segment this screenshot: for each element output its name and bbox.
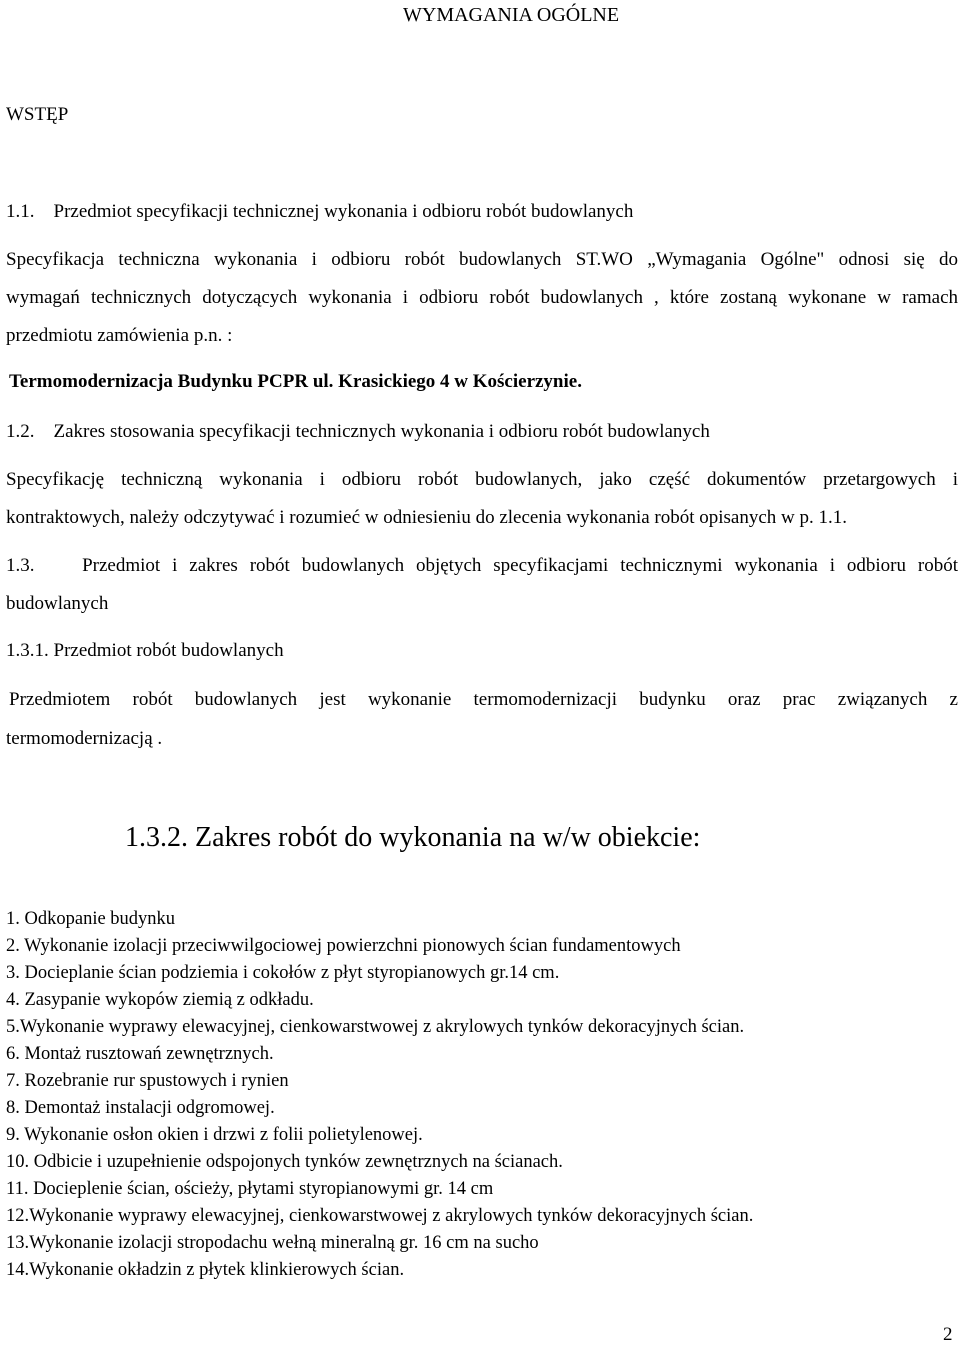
list-item: 11. Docieplenie ścian, ościeży, płytami styropianowymi gr. 14 cm bbox=[6, 1179, 494, 1199]
section-1-3-1-paragraph-line-1: Przedmiotem robót budowlanych jest wykonanie termomodernizacji budynku oraz prac związanych z bbox=[9, 689, 958, 710]
section-1-2-paragraph-line-1: Specyfikację techniczną wykonania i odbioru robót budowlanych, jako część dokumentów przetargowych i bbox=[6, 469, 958, 490]
list-item: 5.Wykonanie wyprawy elewacyjnej, cienkowarstwowej z akrylowych tynków dekoracyjnych ścian. bbox=[6, 1017, 745, 1037]
project-title: Termomodernizacja Budynku PCPR ul. Krasickiego 4 w Kościerzynie. bbox=[9, 371, 582, 392]
list-item: 3. Docieplanie ścian podziemia i cokołów z płyt styropianowych gr.14 cm. bbox=[6, 963, 560, 983]
list-item: 8. Demontaż instalacji odgromowej. bbox=[6, 1098, 275, 1118]
list-item: 2. Wykonanie izolacji przeciwwilgociowej powierzchni pionowych ścian fundamentowych bbox=[6, 936, 681, 956]
list-item: 14.Wykonanie okładzin z płytek klinkierowych ścian. bbox=[6, 1260, 405, 1280]
page-title: WYMAGANIA OGÓLNE bbox=[403, 4, 620, 26]
section-1-2-heading: 1.2. Zakres stosowania specyfikacji technicznych wykonania i odbioru robót budowlanych bbox=[6, 421, 710, 442]
section-1-1-paragraph-line-2: wymagań technicznych dotyczących wykonania i odbioru robót budowlanych , które zostaną wykonane w ramach bbox=[6, 287, 958, 308]
section-1-1-paragraph-line-3: przedmiotu zamówienia p.n. : bbox=[6, 325, 233, 346]
list-item: 10. Odbicie i uzupełnienie odspojonych tynków zewnętrznych na ścianach. bbox=[6, 1152, 563, 1172]
list-item: 6. Montaż rusztowań zewnętrznych. bbox=[6, 1044, 274, 1064]
section-1-3-heading-line-1: 1.3. Przedmiot i zakres robót budowlanych objętych specyfikacjami technicznymi wykonania i odbioru robót bbox=[6, 555, 958, 576]
section-1-3-1-paragraph-line-2: termomodernizacją . bbox=[6, 728, 163, 749]
list-item: 13.Wykonanie izolacji stropodachu wełną mineralną gr. 16 cm na sucho bbox=[6, 1233, 539, 1253]
list-item: 1. Odkopanie budynku bbox=[6, 909, 176, 929]
section-1-2-paragraph-line-2: kontraktowych, należy odczytywać i rozumieć w odniesieniu do zlecenia wykonania robót opisanych w p. 1.1. bbox=[6, 507, 848, 528]
list-item: 9. Wykonanie osłon okien i drzwi z folii polietylenowej. bbox=[6, 1125, 423, 1145]
section-1-3-heading-line-2: budowlanych bbox=[6, 593, 109, 614]
scope-of-works-list bbox=[6, 906, 958, 1284]
list-item: 7. Rozebranie rur spustowych i rynien bbox=[6, 1071, 289, 1091]
section-1-3-2-heading: 1.3.2. Zakres robót do wykonania na w/w obiekcie: bbox=[125, 822, 701, 853]
section-1-1-heading: 1.1. Przedmiot specyfikacji technicznej wykonania i odbioru robót budowlanych bbox=[6, 201, 634, 222]
list-item: 4. Zasypanie wykopów ziemią z odkładu. bbox=[6, 990, 314, 1010]
section-intro-heading: WSTĘP bbox=[6, 104, 69, 125]
page-number: 2 bbox=[943, 1324, 953, 1345]
section-1-3-1-heading: 1.3.1. Przedmiot robót budowlanych bbox=[6, 640, 284, 661]
list-item: 12.Wykonanie wyprawy elewacyjnej, cienkowarstwowej z akrylowych tynków dekoracyjnych ścian. bbox=[6, 1206, 754, 1226]
section-1-1-paragraph-line-1: Specyfikacja techniczna wykonania i odbioru robót budowlanych ST.WO „Wymagania Ogólne" odnosi się do bbox=[6, 249, 958, 270]
